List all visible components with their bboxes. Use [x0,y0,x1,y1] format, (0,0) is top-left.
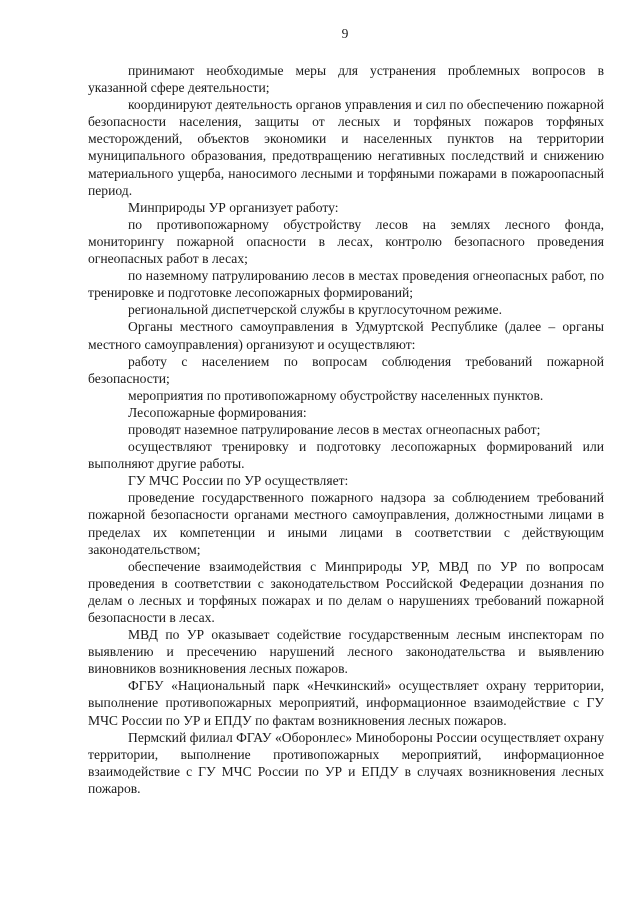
paragraph-1: принимают необходимые меры для устранения проблемных вопросов в указанной сфере деятельности; [88,63,604,96]
paragraph-9: мероприятия по противопожарному обустройству населенных пунктов. [128,387,544,403]
document-body [88,62,604,797]
paragraph-17: ФГБУ «Национальный парк «Нечкинский» осуществляет охрану территории, выполнение противопожарных мероприятий, информационное взаимодействие с ГУ МЧС России по УР и ЕПДУ по фактам возникновения лесных пожаров. [88,678,604,728]
paragraph-13: ГУ МЧС России по УР осуществляет: [128,473,349,489]
paragraph-4: по противопожарному обустройству лесов на землях лесного фонда, мониторингу пожарной опасности в лесах, контролю безопасного проведения огнеопасных работ в лесах; [88,216,604,267]
paragraph-3: Минприроды УР организует работу: [128,199,339,215]
paragraph-11: проводят наземное патрулирование лесов в местах огнеопасных работ; [128,421,541,437]
paragraph-7: Органы местного самоуправления в Удмуртской Республике (далее – органы местного самоуправления) организуют и осуществляют: [88,319,604,352]
paragraph-2: координируют деятельность органов управления и сил по обеспечению пожарной безопасности населения, защиты от лесных и торфяных пожаров торфяных месторождений, объектов экономики и населенных пунктов на территории муниципального образования, предотвращению негативных последствий и снижению материального ущерба, наносимого лесными и торфяными пожарами в пожароопасный период. [88,97,604,198]
paragraph-14: проведение государственного пожарного надзора за соблюдением требований пожарной безопасности органами местного самоуправления, должностными лицами в пределах их компетенции и иными лицами в соответствии с действующим законодательством; [88,490,604,557]
paragraph-15: обеспечение взаимодействия с Минприроды УР, МВД по УР по вопросам проведения в соответствии с законодательством Российской Федерации дознания по делам о лесных и торфяных пожарах и по делам о нарушениях требований пожарной безопасности в лесах. [88,558,604,625]
paragraph-8: работу с населением по вопросам соблюдения требований пожарной безопасности; [88,353,604,386]
paragraph-5: по наземному патрулированию лесов в местах проведения огнеопасных работ, по тренировке и подготовке лесопожарных формирований; [88,268,604,301]
paragraph-18: Пермский филиал ФГАУ «Оборонлес» Минобороны России осуществляет охрану территории, выполнение противопожарных мероприятий, информационное взаимодействие с ГУ МЧС России по УР и ЕПДУ в случаях возникновения лесных пожаров. [88,729,604,796]
paragraph-12: осуществляют тренировку и подготовку лесопожарных формирований или выполняют другие работы. [88,439,604,472]
paragraph-6: региональной диспетчерской службы в круглосуточном режиме. [128,302,502,318]
paragraph-16: МВД по УР оказывает содействие государственным лесным инспекторам по выявлению и пресечению нарушений лесного законодательства и выявлению виновников возникновения лесных пожаров. [88,627,604,677]
paragraph-10: Лесопожарные формирования: [128,404,307,420]
page-number: 9 [341,26,349,41]
